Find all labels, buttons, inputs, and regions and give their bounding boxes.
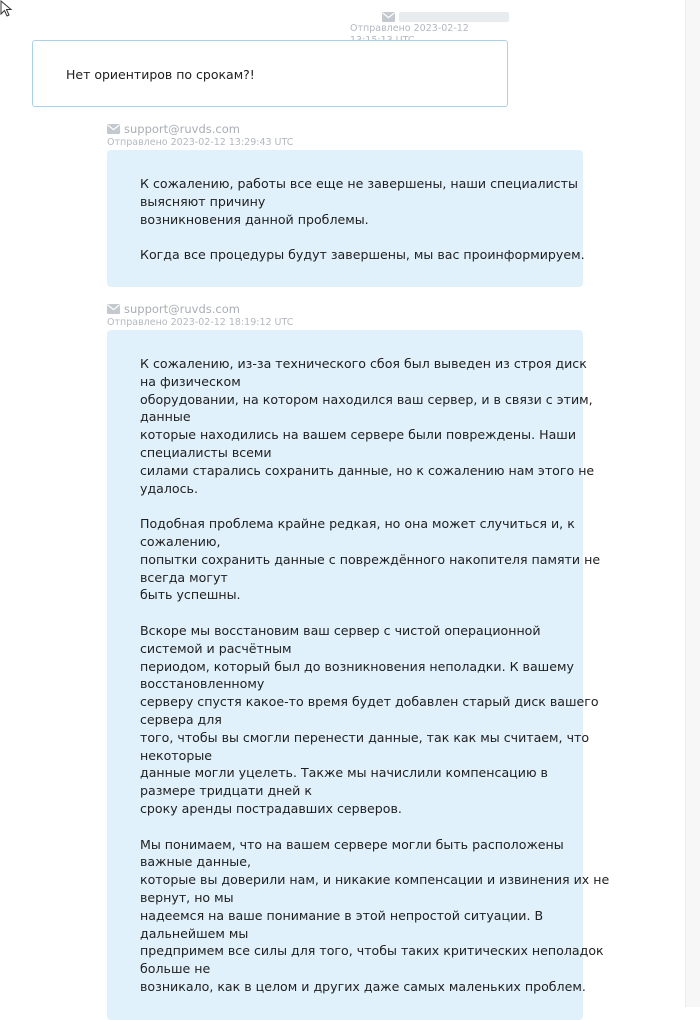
message-meta [107,302,293,329]
message-timestamp: Отправлено 2023-02-12 18:19:12 UTC [107,317,294,328]
message-line: которые находились на вашем сервере были повреждены. Наши [140,427,577,443]
message-timestamp: Отправлено 2023-02-12 13:29:43 UTC [107,137,294,148]
message-line: попытки сохранить данные с повреждённого накопителя памяти не [140,551,601,567]
sender-email [399,12,509,22]
message-line: некоторые [140,747,213,763]
paragraph-gap [140,604,583,622]
support-message-bubble [107,330,610,1020]
message-line: серверу спустя какое-то время будет добавлен старый диск вашего [140,694,599,710]
message-line: сожалению, [140,533,221,549]
message-line: того, чтобы вы смогли перенести данные, так как мы считаем, что [140,729,590,745]
mail-icon [107,124,120,134]
message-line: всегда могут [140,569,228,585]
message-line: сроку аренды пострадавших серверов. [140,800,402,816]
message-line: данные [140,409,191,425]
sender-email: support@ruvds.com [124,122,240,136]
message-line: специалисты всеми [140,444,272,460]
message-line: выясняют причину [140,193,266,209]
message-line: надеемся на ваше понимание в этой непростой ситуации. В [140,907,544,923]
message-line: К сожалению, работы все еще не завершены, наши специалисты [140,176,578,191]
message-line: важные данные, [140,854,252,870]
message-line: которые вы доверили нам, и никакие компенсации и извинения их не [140,872,610,888]
sender-row [350,12,510,22]
message-line: восстановленному [140,676,265,692]
message-line: вернут, но мы [140,889,234,905]
message-line: периодом, который был до возникновения неполадки. К вашему [140,658,574,674]
message-line: размере тридцати дней к [140,783,312,799]
message-line: данные могли уцелеть. Также мы начислили компенсацию в [140,765,548,781]
message-line: оборудовании, на котором находился ваш сервер, и в связи с этим, [140,391,593,407]
message-line: больше не [140,961,211,977]
paragraph-gap [140,228,583,246]
mail-icon [382,12,395,22]
paragraph-gap [140,818,583,836]
mouse-cursor-icon [0,0,14,18]
message-line: на физическом [140,373,241,389]
support-message-bubble [107,150,583,287]
message-line: Вскоре мы восстановим ваш сервер с чистой операционной [140,622,541,638]
sender-row [107,122,293,136]
message-line: Подобная проблема крайне редкая, но она может случиться и, к [140,516,575,532]
message-meta [107,122,293,149]
user-message-bubble [32,40,508,107]
sender-email: support@ruvds.com [124,302,240,316]
message-line: возникновения данной проблемы. [140,211,369,227]
message-line: Когда все процедуры будут завершены, мы вас проинформируем. [140,247,585,263]
message-line: системой и расчётным [140,640,292,656]
message-line: удалось. [140,480,198,496]
support-message-text [140,175,583,264]
message-line: К сожалению, из-за технического сбоя был выведен из строя диск [140,356,587,371]
paragraph-gap [140,497,583,515]
scrollbar-track[interactable] [685,0,700,1007]
message-line: сервера для [140,711,222,727]
user-message-text: Нет ориентиров по срокам?! [66,67,255,82]
sender-row [107,302,293,316]
message-line: Мы понимаем, что на вашем сервере могли быть расположены [140,836,564,852]
mail-icon [107,304,120,314]
message-line: возникало, как в целом и других даже самых маленьких проблем. [140,978,586,994]
message-timestamp: Отправлено 2023-02-12 [350,23,469,34]
support-message-text [140,355,610,996]
message-line: предпримем все силы для того, чтобы таких критических неполадок [140,943,604,959]
message-line: силами старались сохранить данные, но к сожалению нам этого не [140,462,595,478]
message-line: дальнейшем мы [140,925,249,941]
message-line: быть успешны. [140,587,241,603]
